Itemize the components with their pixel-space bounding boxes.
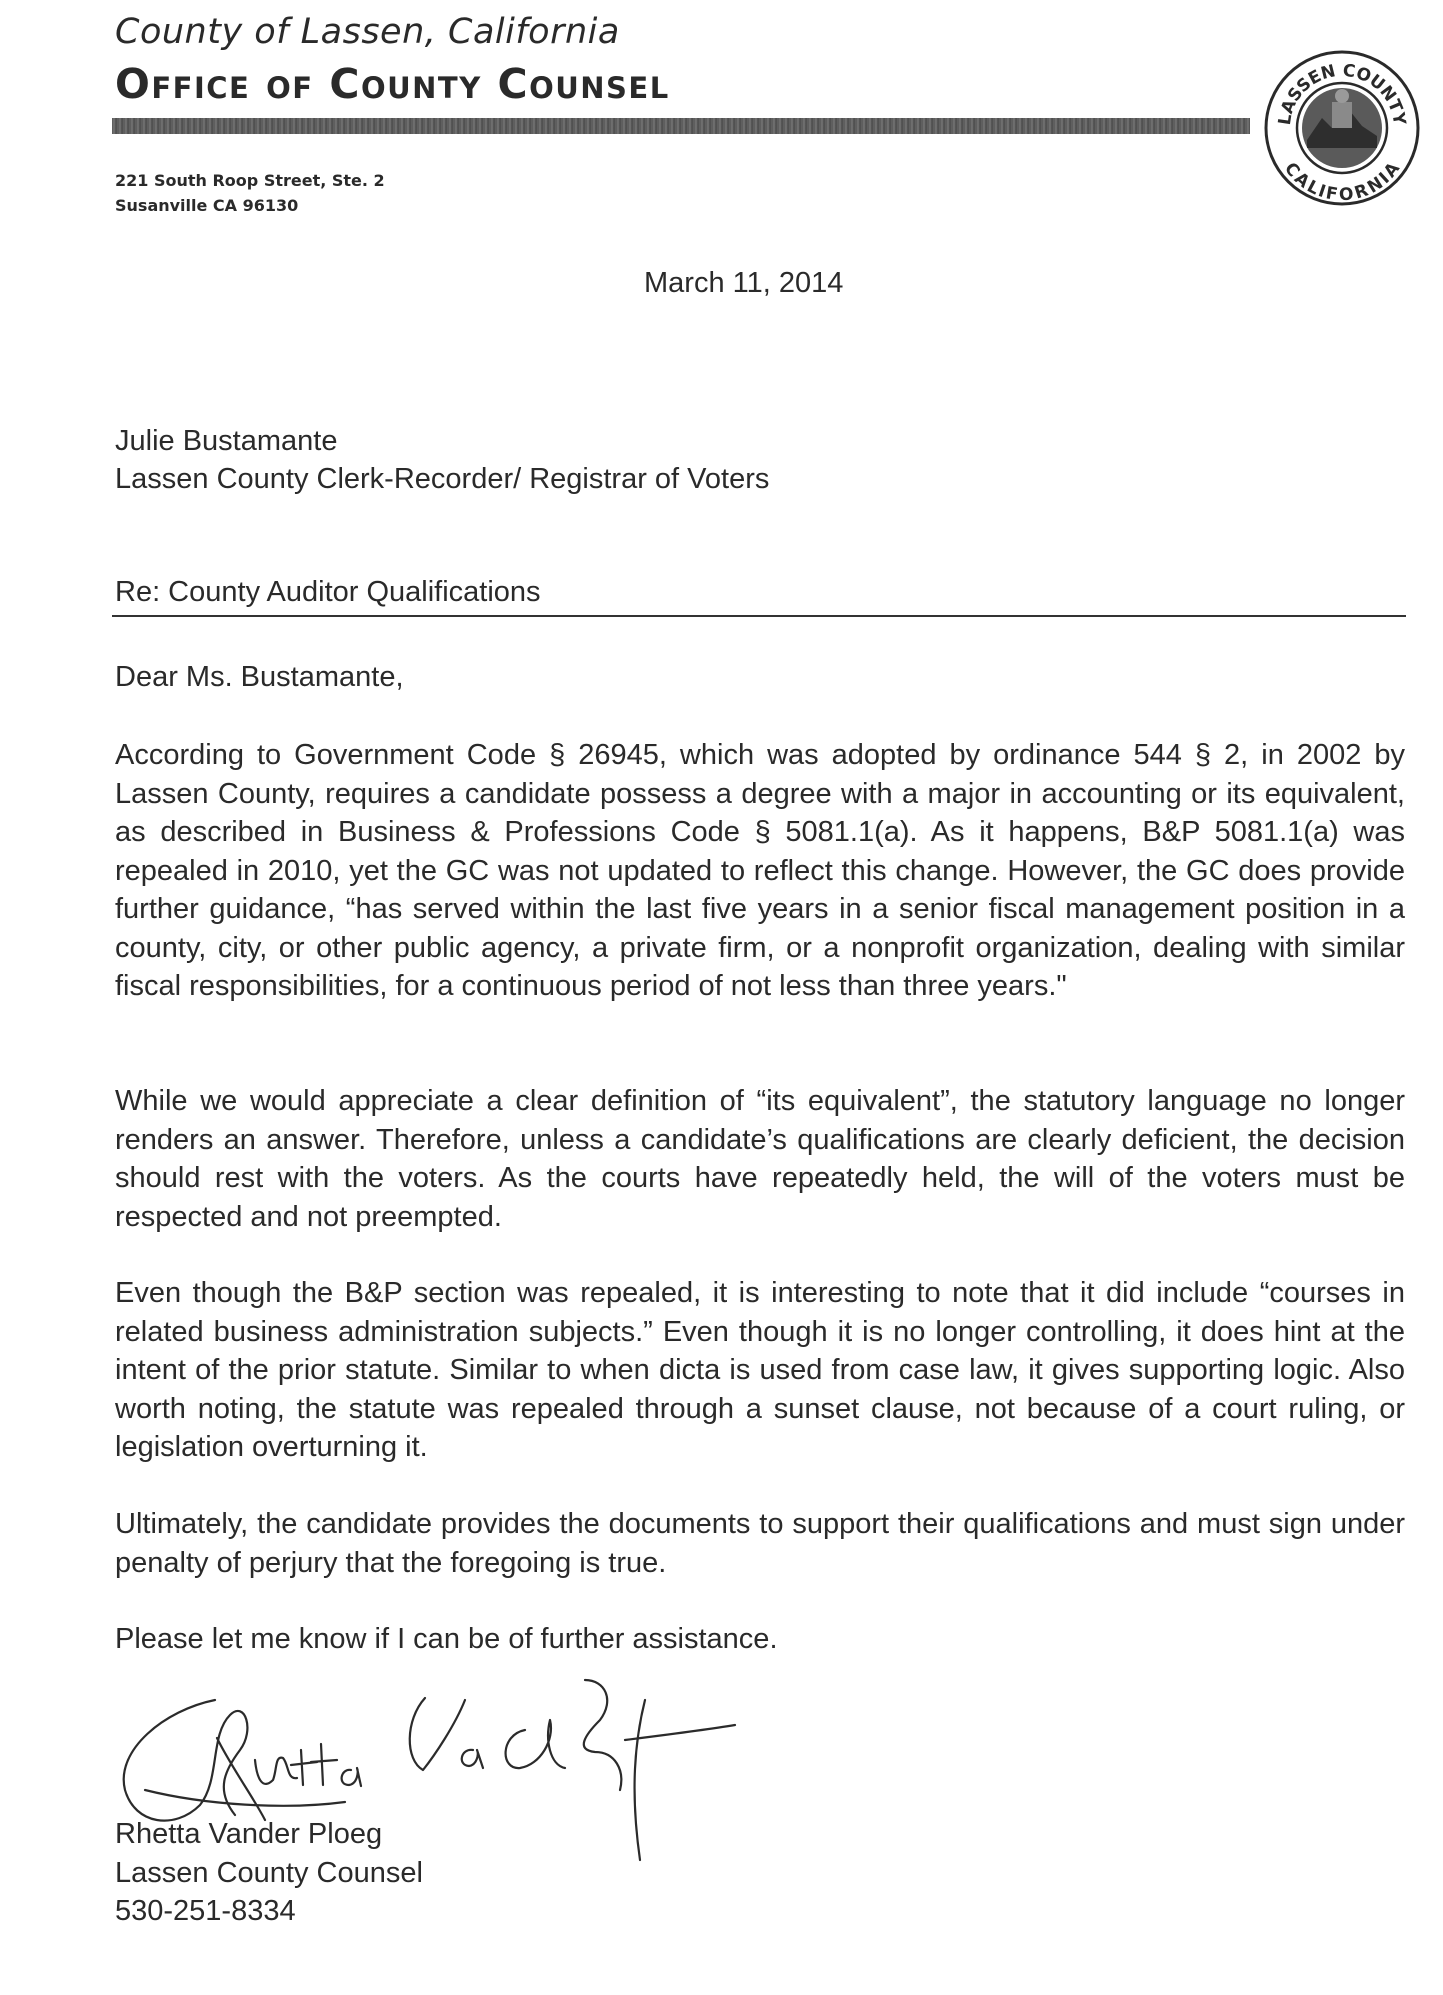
body-paragraph-2: While we would appreciate a clear definition of “its equivalent”, the statutory language no longer renders an answer. Therefore, unless a candidate’s qualifications are clearly deficient, the decision should rest with the voters. As the courts have repeatedly held, the will of the voters must be respected and not preempted. <box>115 1085 1405 1233</box>
recipient-name: Julie Bustamante <box>115 425 338 457</box>
address-line-2: Susanville CA 96130 <box>115 196 299 215</box>
seal-text-top: LASSEN COUNTY <box>1274 60 1410 127</box>
subject-rule <box>112 615 1406 617</box>
body-paragraph-1: According to Government Code § 26945, which was adopted by ordinance 544 § 2, in 2002 by Lassen County, requires a candidate possess a degree with a major in accounting or its equivalent, as described in Business & Professions Code § 5081.1(a). As it happens, B&P 5081.1(a) was repealed in 2010, yet the GC was not updated to reflect this change. However, the GC does provide further guidance, “has served within the last five years in a senior fiscal management position in a county, city, or other public agency, a private firm, or a nonprofit organization, dealing with similar fiscal responsibilities, for a continuous period of not less than three years." <box>115 739 1405 1002</box>
salutation: Dear Ms. Bustamante, <box>115 661 404 693</box>
subject-line: Re: County Auditor Qualifications <box>115 576 541 608</box>
letterhead-rule <box>112 118 1250 134</box>
letterhead-address <box>115 168 385 218</box>
recipient-title: Lassen County Clerk-Recorder/ Registrar of Voters <box>115 463 770 495</box>
signer-title: Lassen County Counsel <box>115 1856 423 1889</box>
signer-block <box>115 1815 423 1931</box>
letter-date: March 11, 2014 <box>644 267 844 299</box>
letterhead-county: County of Lassen, California <box>115 12 620 52</box>
signer-phone: 530-251-8334 <box>115 1895 296 1927</box>
letterhead-office: Office of County Counsel <box>115 60 670 108</box>
signer-name: Rhetta Vander Ploeg <box>115 1818 383 1850</box>
address-line-1: 221 South Roop Street, Ste. 2 <box>115 171 385 190</box>
seal-text-bottom: CALIFORNIA <box>1279 158 1404 206</box>
county-seal-logo <box>1262 48 1422 208</box>
body-paragraph-4: Ultimately, the candidate provides the documents to support their qualifications and must sign under penalty of perjury that the foregoing is true. <box>115 1508 1405 1579</box>
recipient-block <box>115 422 769 498</box>
body-paragraph-3: Even though the B&P section was repealed, it is interesting to note that it did include “courses in related business administration subjects.” Even though it is no longer controlling, it does hint at the intent of the prior statute. Similar to when dicta is used from case law, it gives supporting logic. Also worth noting, the statute was repealed through a sunset clause, not because of a court ruling, or legislation overturning it. <box>115 1277 1405 1463</box>
closing-line: Please let me know if I can be of further assistance. <box>115 1623 778 1655</box>
